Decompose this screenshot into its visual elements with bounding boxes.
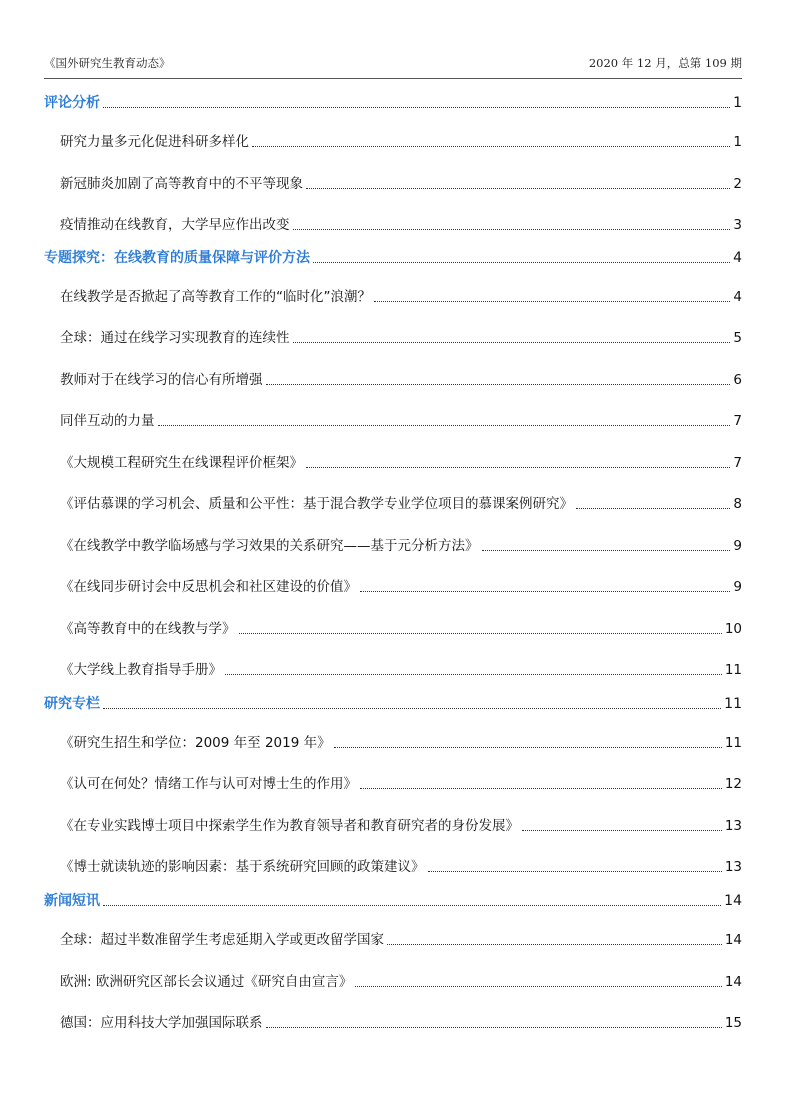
toc-item[interactable] (60, 214, 742, 234)
toc-leader (306, 188, 730, 189)
toc-page: 8 (733, 496, 742, 512)
toc-page: 11 (724, 696, 742, 712)
toc-item[interactable] (60, 815, 742, 835)
page-header (44, 55, 742, 71)
toc-title: 研究专栏 (44, 696, 100, 712)
toc-leader (387, 944, 722, 945)
toc-page: 11 (724, 735, 742, 751)
toc-leader (334, 747, 722, 748)
toc-title: 全球：通过在线学习实现教育的连续性 (60, 330, 290, 346)
toc-item[interactable] (60, 659, 742, 679)
toc-page: 5 (733, 330, 742, 346)
toc-page: 4 (733, 250, 742, 266)
toc-item[interactable] (60, 131, 742, 151)
toc-item[interactable] (60, 1012, 742, 1032)
toc-page: 15 (724, 1015, 742, 1031)
toc-title: 《在线教学中教学临场感与学习效果的关系研究——基于元分析方法》 (60, 538, 479, 554)
toc-leader (266, 1027, 722, 1028)
toc-item[interactable] (60, 618, 742, 638)
toc-leader (306, 467, 730, 468)
toc-leader (293, 229, 731, 230)
toc-leader (293, 342, 731, 343)
toc-item[interactable] (60, 327, 742, 347)
toc-page: 9 (733, 579, 742, 595)
toc-page: 1 (733, 134, 742, 150)
toc-item[interactable] (60, 286, 742, 306)
toc-page: 2 (733, 176, 742, 192)
toc-title: 《评估慕课的学习机会、质量和公平性：基于混合教学专业学位项目的慕课案例研究》 (60, 496, 573, 512)
issue-info: 2020 年 12 月，总第 109 期 (588, 56, 742, 70)
toc-page: 13 (724, 859, 742, 875)
toc-leader (103, 107, 730, 108)
toc-leader (266, 384, 731, 385)
toc-title: 专题探究：在线教育的质量保障与评价方法 (44, 250, 310, 266)
toc-leader (252, 146, 730, 147)
toc-leader (360, 788, 722, 789)
toc-title: 新闻短讯 (44, 893, 100, 909)
toc-page: 7 (733, 455, 742, 471)
toc-page: 1 (733, 95, 742, 111)
toc-page: 13 (724, 818, 742, 834)
toc-leader (428, 871, 722, 872)
toc-title: 研究力量多元化促进科研多样化 (60, 134, 249, 150)
toc-title: 德国：应用科技大学加强国际联系 (60, 1015, 263, 1031)
toc-item[interactable] (60, 732, 742, 752)
toc-section[interactable] (44, 247, 742, 267)
toc-page: 10 (724, 621, 742, 637)
toc-item[interactable] (60, 773, 742, 793)
toc-title: 《大学线上教育指导手册》 (60, 662, 222, 678)
toc-item[interactable] (60, 173, 742, 193)
toc-leader (576, 508, 730, 509)
toc-title: 《在线同步研讨会中反思机会和社区建设的价值》 (60, 579, 357, 595)
toc-leader (522, 830, 722, 831)
toc-item[interactable] (60, 493, 742, 513)
toc-title: 新冠肺炎加剧了高等教育中的不平等现象 (60, 176, 303, 192)
toc-item[interactable] (60, 535, 742, 555)
toc-page: 3 (733, 217, 742, 233)
toc-item[interactable] (60, 410, 742, 430)
toc-title: 全球：超过半数准留学生考虑延期入学或更改留学国家 (60, 932, 384, 948)
toc-item[interactable] (60, 576, 742, 596)
toc-item[interactable] (60, 971, 742, 991)
toc-section[interactable] (44, 890, 742, 910)
toc-title: 《认可在何处？情绪工作与认可对博士生的作用》 (60, 776, 357, 792)
toc-title: 在线教学是否掀起了高等教育工作的“临时化”浪潮？ (60, 289, 371, 305)
toc-page: 9 (733, 538, 742, 554)
toc-leader (482, 550, 731, 551)
toc-title: 欧洲: 欧洲研究区部长会议通过《研究自由宣言》 (60, 974, 353, 990)
toc-page: 14 (724, 932, 742, 948)
toc-leader (103, 708, 721, 709)
toc-leader (374, 301, 730, 302)
toc-item[interactable] (60, 856, 742, 876)
toc-leader (313, 262, 730, 263)
toc-page: 14 (724, 974, 742, 990)
toc-leader (225, 674, 722, 675)
toc-leader (355, 986, 721, 987)
toc-section[interactable] (44, 92, 742, 112)
toc-title: 评论分析 (44, 95, 100, 111)
toc-title: 《大规模工程研究生在线课程评价框架》 (60, 455, 303, 471)
toc-page: 11 (724, 662, 742, 678)
header-rule (44, 78, 742, 79)
toc-leader (239, 633, 722, 634)
toc-title: 疫情推动在线教育，大学早应作出改变 (60, 217, 290, 233)
toc-item[interactable] (60, 929, 742, 949)
toc-page: 6 (733, 372, 742, 388)
toc-leader (360, 591, 730, 592)
journal-title: 《国外研究生教育动态》 (44, 56, 171, 70)
toc-page: 4 (733, 289, 742, 305)
toc-page: 7 (733, 413, 742, 429)
toc-title: 《研究生招生和学位：2009 年至 2019 年》 (60, 735, 331, 751)
toc-title: 《博士就读轨迹的影响因素：基于系统研究回顾的政策建议》 (60, 859, 425, 875)
toc-section[interactable] (44, 693, 742, 713)
toc-title: 《在专业实践博士项目中探索学生作为教育领导者和教育研究者的身份发展》 (60, 818, 519, 834)
toc-leader (103, 905, 721, 906)
toc-item[interactable] (60, 369, 742, 389)
toc-title: 教师对于在线学习的信心有所增强 (60, 372, 263, 388)
toc-page: 12 (724, 776, 742, 792)
toc-leader (158, 425, 731, 426)
toc-title: 《高等教育中的在线教与学》 (60, 621, 236, 637)
toc-item[interactable] (60, 452, 742, 472)
toc-title: 同伴互动的力量 (60, 413, 155, 429)
toc-page: 14 (724, 893, 742, 909)
